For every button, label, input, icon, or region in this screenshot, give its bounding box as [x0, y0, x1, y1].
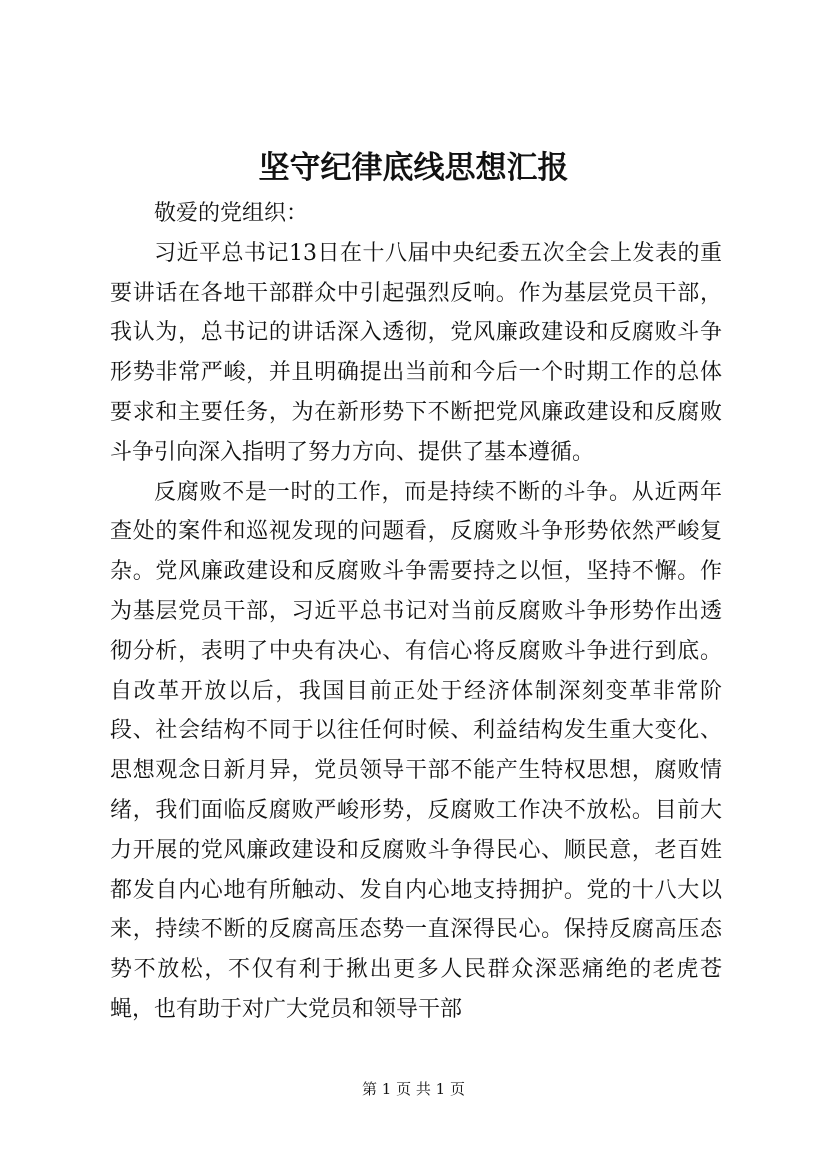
document-title: 坚守纪律底线思想汇报	[258, 150, 569, 186]
paragraph-1: 习近平总书记13日在十八届中央纪委五次全会上发表的重要讲话在各地干部群众中引起强烈反响。作为基层党员干部，我认为，总书记的讲话深入透彻，党风廉政建设和反腐败斗争形势非常严峻，并且明确提出当前和今后一个时期工作的总体要求和主要任务，为在新形势下不断把党风廉政建设和反腐败斗争引向深入指明了努力方向、提供了基本遵循。	[110, 240, 722, 465]
document-body	[110, 194, 722, 1030]
paragraph-2: 反腐败不是一时的工作，而是持续不断的斗争。从近两年查处的案件和巡视发现的问题看，反腐败斗争形势依然严峻复杂。党风廉政建设和反腐败斗争需要持之以恒，坚持不懈。作为基层党员干部，习近平总书记对当前反腐败斗争形势作出透彻分析，表明了中央有决心、有信心将反腐败斗争进行到底。自改革开放以后，我国目前正处于经济体制深刻变革非常阶段、社会结构不同于以往任何时候、利益结构发生重大变化、思想观念日新月异，党员领导干部不能产生特权思想，腐败情绪，我们面临反腐败严峻形势，反腐败工作决不放松。目前大力开展的党风廉政建设和反腐败斗争得民心、顺民意，老百姓都发自内心地有所触动、发自内心地支持拥护。党的十八大以来，持续不断的反腐高压态势一直深得民心。保持反腐高压态势不放松，不仅有利于揪出更多人民群众深恶痛绝的老虎苍蝇，也有助于对广大党员和领导干部	[110, 479, 722, 1022]
salutation: 敬爱的党组织：	[154, 201, 309, 226]
page-number-footer: 第 1 页 共 1 页	[362, 1080, 465, 1098]
